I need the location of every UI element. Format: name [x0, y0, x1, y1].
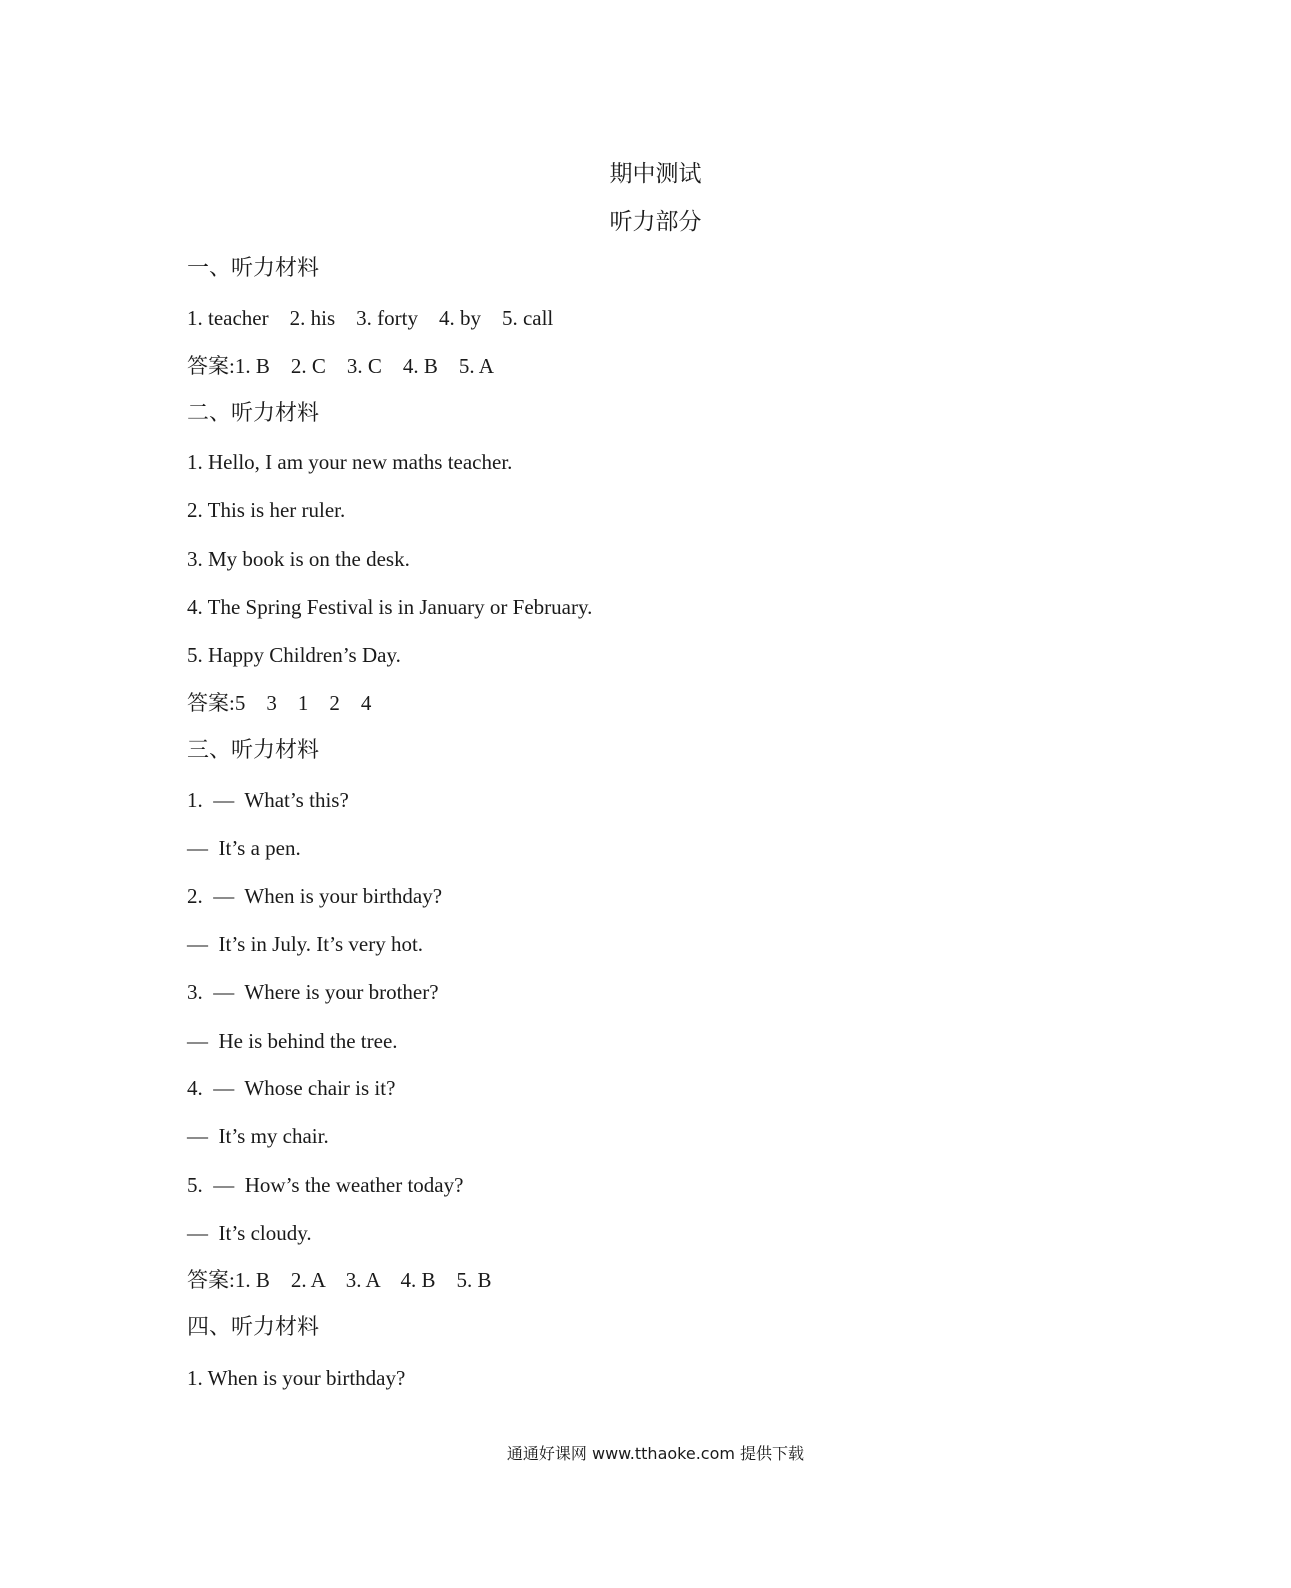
part-2-line-5: 5. Happy Children’s Day. [187, 643, 401, 667]
part-3-dialogue-2-q: 2. — When is your birthday? [187, 884, 443, 908]
part-2-line-1: 1. Hello, I am your new maths teacher. [187, 450, 513, 474]
part-3-dialogue-4-a: — It’s my chair. [187, 1124, 329, 1148]
part-3-dialogue-3-q: 3. — Where is your brother? [187, 980, 439, 1004]
part-3-answers: 答案:1. B 2. A 3. A 4. B 5. B [187, 1268, 492, 1292]
part-4-line-1: 1. When is your birthday? [187, 1366, 406, 1390]
part-2-answers: 答案:5 3 1 2 4 [187, 691, 372, 715]
part-3-heading: 三、听力材料 [187, 738, 320, 763]
part-2-line-4: 4. The Spring Festival is in January or February. [187, 595, 593, 619]
part-3-dialogue-2-a: — It’s in July. It’s very hot. [187, 932, 424, 956]
part-1-answers: 答案:1. B 2. C 3. C 4. B 5. A [187, 354, 494, 378]
section-title: 听力部分 [609, 209, 702, 235]
part-2-line-2: 2. This is her ruler. [187, 498, 346, 522]
part-3-dialogue-3-a: — He is behind the tree. [187, 1029, 398, 1053]
part-3-dialogue-1-a: — It’s a pen. [187, 836, 301, 860]
part-3-dialogue-4-q: 4. — Whose chair is it? [187, 1076, 396, 1100]
part-3-dialogue-5-q: 5. — How’s the weather today? [187, 1173, 464, 1197]
part-3-dialogue-1-q: 1. — What’s this? [187, 788, 349, 812]
part-2-heading: 二、听力材料 [187, 401, 320, 426]
part-4-heading: 四、听力材料 [187, 1315, 320, 1340]
page-title: 期中测试 [609, 161, 702, 187]
page-footer: 通通好课网 www.tthaoke.com 提供下载 [506, 1444, 805, 1463]
part-1-heading: 一、听力材料 [187, 256, 320, 281]
part-2-line-3: 3. My book is on the desk. [187, 547, 410, 571]
part-1-words: 1. teacher 2. his 3. forty 4. by 5. call [187, 306, 554, 330]
part-3-dialogue-5-a: — It’s cloudy. [187, 1221, 312, 1245]
